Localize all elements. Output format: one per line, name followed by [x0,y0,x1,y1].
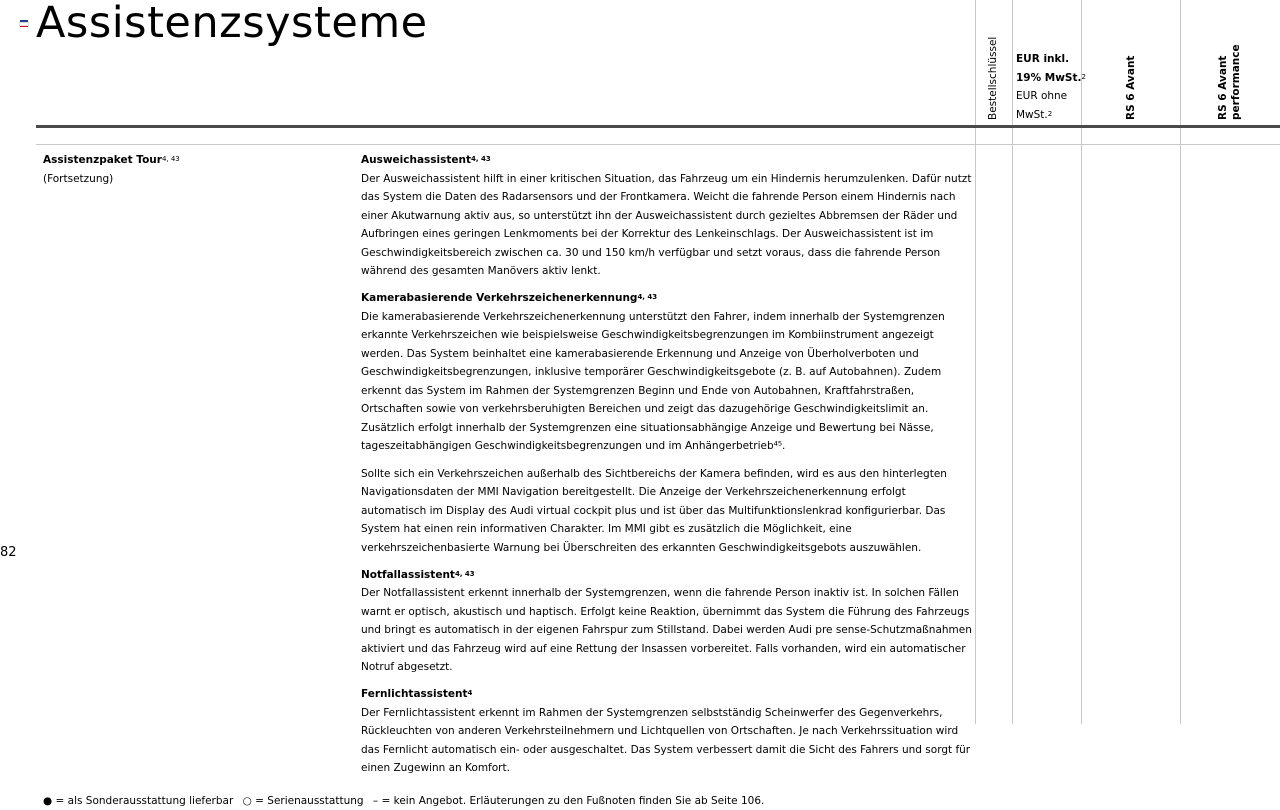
feature-paragraph: Der Ausweichassistent hilft in einer kritischen Situation, das Fahrzeug um ein Hindernis herumzulenken. Dafür nutzt das System die Daten des Radarsensors und der Frontkamera. Weicht die fahrende Person einem Hindernis nach einer Akutwarnung aktiv aus, so unterstützt ihn der Ausweichassistent durch gezieltes Abbremsen der Räder und Aufbringen eines geringen Lenkmoments bei der Korrektur des Lenkeinschlags. Der Ausweichassistent ist im Geschwindigkeitsbereich zwischen ca. 30 und 150 km/h verfügbar und setzt voraus, dass die fahrende Person während des gesamten Manövers aktiv lenkt. [361,172,972,277]
feature-ausweichassistent [361,151,973,281]
price-label-line3: EUR ohne [1016,90,1068,102]
column-divider [975,0,976,724]
audi-flag-icon [20,20,28,27]
feature-verkehrszeichenerkennung [361,289,973,557]
page-number: 82 [0,545,17,560]
package-continuation: (Fortsetzung) [43,172,114,185]
price-footnote: 2 [1081,72,1086,81]
price-footnote: 2 [1047,109,1053,118]
feature-paragraph: Der Notfallassistent erkennt innerhalb der Systemgrenzen, wenn die fahrende Person inaktiv ist. In solchen Fällen warnt er optisch, akustisch und haptisch. Erfolgt keine Reaktion, übernimmt das System die Führung des Fahrzeugs und bringt es automatisch in der eigenen Fahrspur zum Stillstand. Dabei werden Audi pre sense-Schutzmaßnahmen aktiviert und das Fahrzeug wird auf eine Rettung der Insassen vorbereitet. Falls vorhanden, wird ein automatischer Notruf abgesetzt. [361,587,972,673]
feature-fernlichtassistent [361,685,973,778]
feature-footnotes: 4 [467,689,473,697]
legend [43,795,770,807]
feature-title: Notfallassistent [361,568,455,581]
legend-optional: ● = als Sonderausstattung lieferbar [43,795,234,807]
legend-standard: ○ = Serienausstattung [242,795,364,807]
feature-paragraph: Der Fernlichtassistent erkennt im Rahmen der Systemgrenzen selbstständig Scheinwerfer des Gegenverkehrs, Rückleuchten von anderen Verkehrsteilnehmern und Lichtquellen von Ortschaften. Je nach Verkehrssituation wird das Fernlicht automatisch ein- oder ausgeschaltet. Das System verbessert damit die Sicht des Fahrers und sorgt für einen Zugewinn an Komfort. [361,706,971,774]
row-rule [36,144,1280,145]
column-header-model1: RS 6 Avant [1125,55,1137,120]
feature-title: Kamerabasierende Verkehrszeichenerkennung [361,292,638,304]
column-header-model2 [1217,44,1243,120]
page-title: Assistenzsysteme [36,0,428,48]
package-name: Assistenzpaket Tour [43,154,162,166]
column-header-order-key: Bestellschlüssel [987,36,999,120]
column-divider [1180,0,1181,724]
legend-none: – = kein Angebot. Erläuterungen zu den Fußnoten finden Sie ab Seite 106. [372,795,765,807]
feature-descriptions [361,151,973,786]
column-header-price [1016,50,1086,124]
model2-line2: performance [1230,44,1242,120]
feature-title: Ausweichassistent [361,154,472,166]
package-footnotes: 4, 43 [161,155,180,163]
feature-footnotes: 4, 43 [454,569,475,578]
model2-line1: RS 6 Avant [1217,55,1229,120]
feature-paragraph: Die kamerabasierende Verkehrszeichenerkennung unterstützt den Fahrer, indem innerhalb der Systemgrenzen erkannte Verkehrszeichen wie beispielsweise Geschwindigkeitsbegrenzungen im Kombiinstrument angezeigt werden. Das System beinhaltet eine kamerabasierende Erkennung und Anzeige von Überholverboten und Geschwindigkeitsbegrenzungen, inklusive temporärer Geschwindigkeitsgebote (z. B. auf Autobahnen). Zudem erkennt das System im Rahmen der Systemgrenzen Beginn und Ende von Autobahnen, Kraftfahrstraßen, Ortschaften sowie von verkehrsberuhigten Bereichen und zeigt das dazugehörige Geschwindigkeitslimit an. Zusätzlich erfolgt innerhalb der Systemgrenzen eine situationsabhängige Anzeige und Bewertung bei Nässe, tageszeitabhängigen Geschwindigkeitsbegrenzungen und im Anhängerbetrieb⁴⁵. [361,310,945,452]
feature-notfallassistent [361,566,973,677]
package-cell [43,151,343,188]
column-divider [1012,0,1013,724]
price-label-line1: EUR inkl. [1016,53,1070,65]
price-label-line4: MwSt. [1016,108,1048,121]
feature-footnotes: 4, 43 [471,155,491,163]
feature-title: Fernlichtassistent [361,688,468,700]
feature-paragraph: Sollte sich ein Verkehrszeichen außerhalb des Sichtbereichs der Kamera befinden, wird es aus den hinterlegten Navigationsdaten der MMI Navigation bereitgestellt. Die Anzeige der Verkehrszeichenerkennung erfolgt automatisch im Display des Audi virtual cockpit plus und ist über das Multifunktionslenkrad konfigurierbar. Das System hat einen rein informativen Charakter. Im MMI gibt es zusätzlich die Möglichkeit, eine verkehrszeichenbasierte Warnung bei Überschreiten des erkannten Geschwindigkeitsgebots auszuwählen. [361,467,947,554]
feature-footnotes: 4, 43 [637,293,658,301]
header-rule [36,125,1280,128]
price-label-line2: 19% MwSt. [1016,71,1082,84]
